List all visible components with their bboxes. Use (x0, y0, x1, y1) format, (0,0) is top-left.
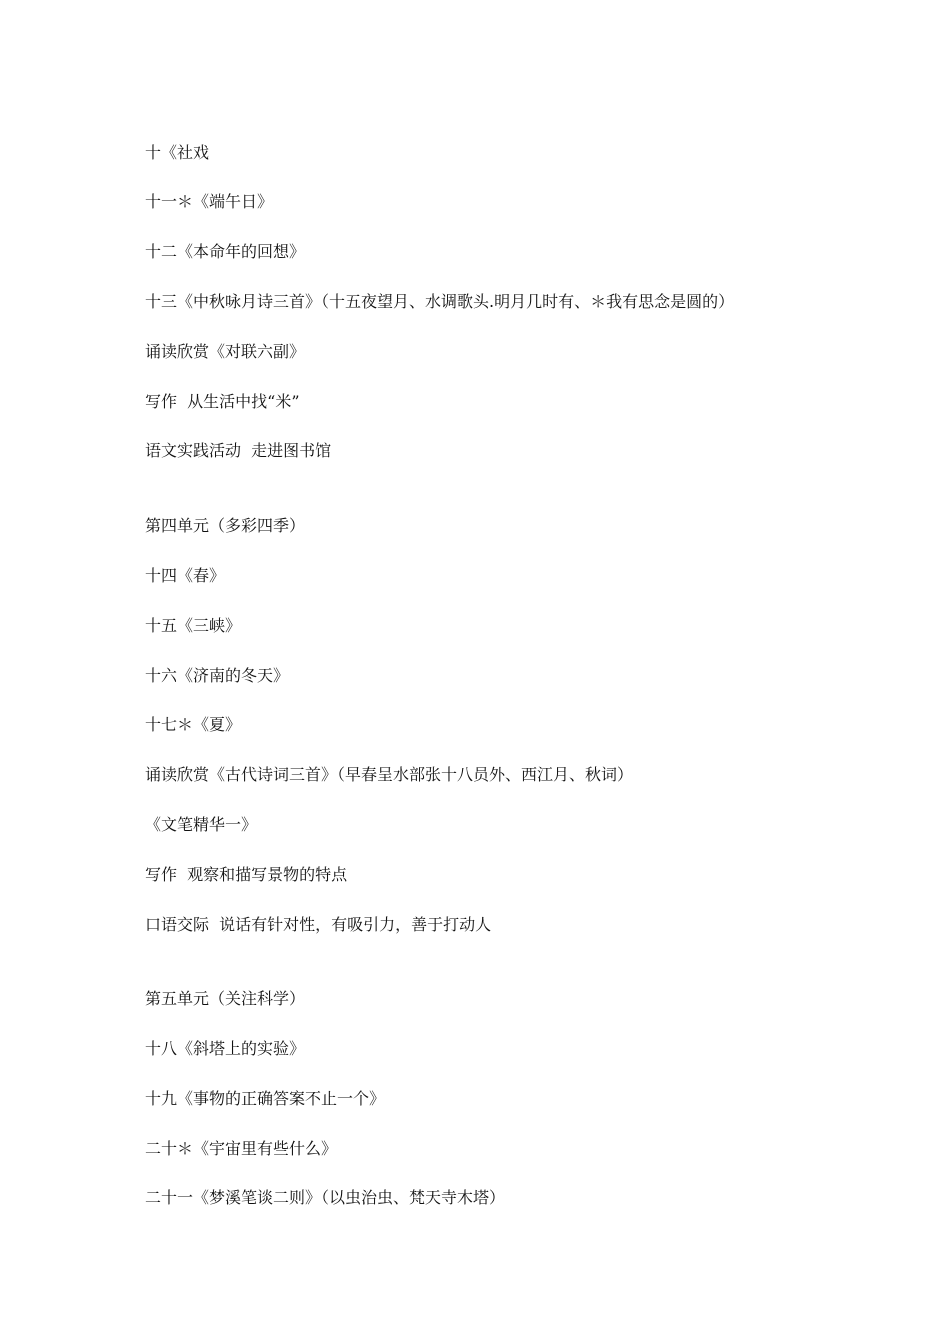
line-lesson-18: 十八《斜塔上的实验》 (145, 1039, 306, 1058)
line-lesson-20: 二十＊《宇宙里有些什么》 (145, 1139, 338, 1158)
unit-4-heading: 第四单元（多彩四季） (145, 516, 306, 535)
line-recitation-couplets: 诵读欣赏《对联六副》 (145, 342, 306, 361)
line-lesson-21: 二十一《梦溪笔谈二则》（以虫治虫、梵天寺木塔） (145, 1188, 506, 1207)
line-lesson-11: 十一＊《端午日》 (145, 192, 274, 211)
line-writing-1: 写作 从生活中找“米” (145, 392, 300, 411)
line-lesson-14: 十四《春》 (145, 566, 226, 585)
line-writing-2: 写作 观察和描写景物的特点 (145, 865, 348, 884)
line-recitation-poems: 诵读欣赏《古代诗词三首》（早春呈水部张十八员外、西江月、秋词） (145, 765, 634, 784)
line-lesson-10: 十《社戏 (145, 143, 210, 162)
line-lesson-19: 十九《事物的正确答案不止一个》 (145, 1089, 386, 1108)
line-lesson-17: 十七＊《夏》 (145, 715, 242, 734)
line-lesson-12: 十二《本命年的回想》 (145, 242, 306, 261)
line-essay-collection: 《文笔精华一》 (145, 815, 258, 834)
line-lesson-15: 十五《三峡》 (145, 616, 242, 635)
line-lesson-13: 十三《中秋咏月诗三首》（十五夜望月、水调歌头.明月几时有、＊我有思念是圆的） (145, 292, 735, 311)
unit-5-heading: 第五单元（关注科学） (145, 989, 306, 1008)
line-oral-communication: 口语交际 说话有针对性，有吸引力，善于打动人 (145, 915, 492, 934)
line-practice-activity: 语文实践活动 走进图书馆 (145, 441, 332, 460)
line-lesson-16: 十六《济南的冬天》 (145, 666, 290, 685)
